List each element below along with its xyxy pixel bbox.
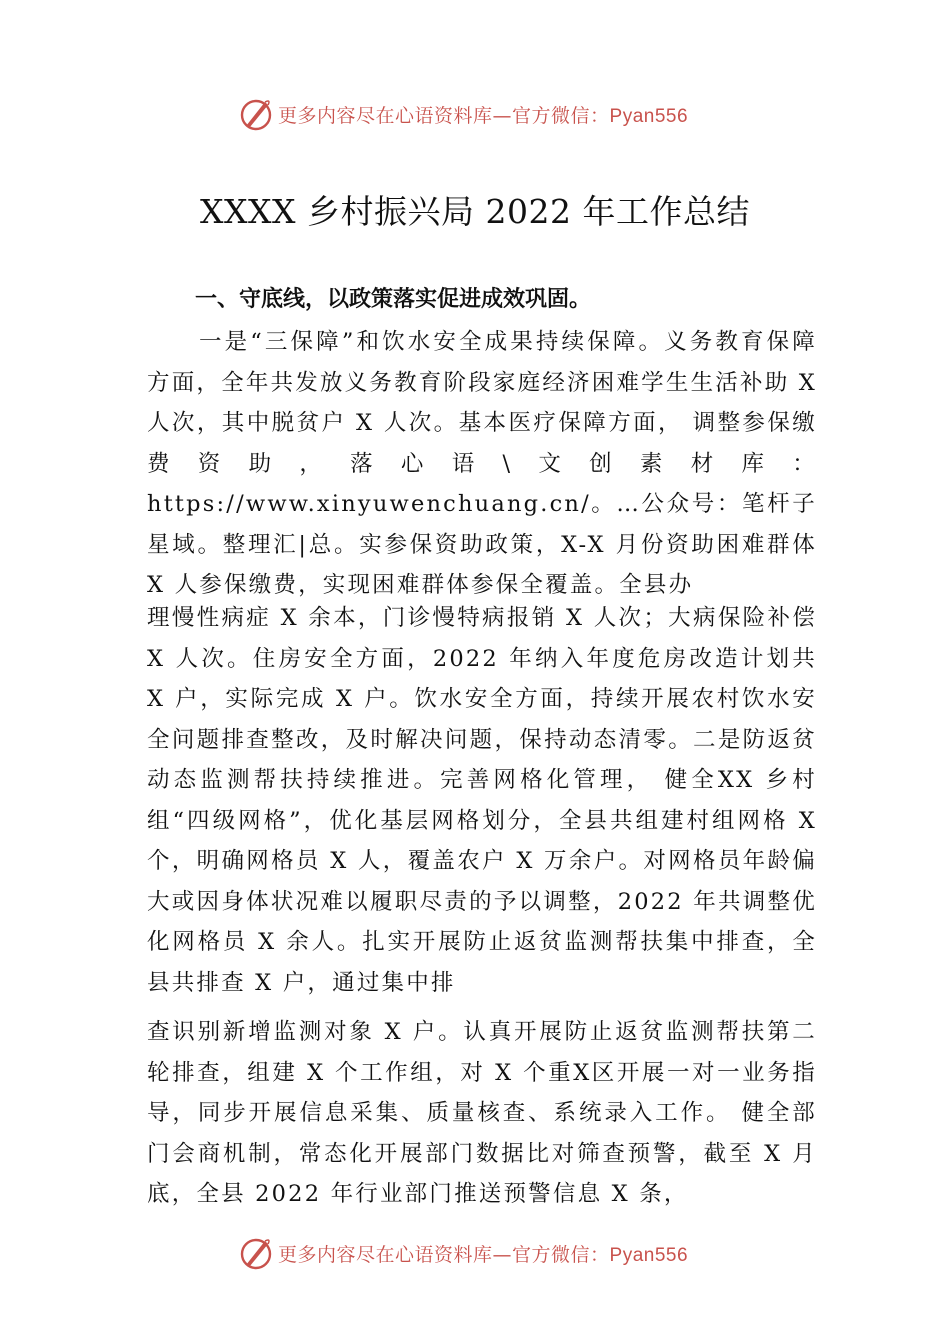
body-block-3 xyxy=(147,1012,817,1215)
footer-watermark xyxy=(238,1233,688,1273)
watermark-text: 更多内容尽在心语资料库—官方微信：Pyan556 xyxy=(278,104,689,127)
quill-logo-icon xyxy=(238,1235,274,1271)
header-watermark xyxy=(238,94,688,134)
body-block-1 xyxy=(147,322,817,606)
document-title: XXXX 乡村振兴局 2022 年工作总结 xyxy=(200,192,750,231)
section-heading: 一、守底线，以政策落实促进成效巩固。 xyxy=(195,287,592,312)
paragraph: 查识别新增监测对象 X 户。认真开展防止返贫监测帮扶第二轮排查，组建 X 个工作组，对 X 个重X区开展一对一业务指导，同步开展信息采集、质量核查、系统录入工作。 健全部门会商机制，常态化开展部门数据比对筛查预警，截至 X 月底，全县 2022 年行业部门推送预警信息 X 条， xyxy=(147,1019,817,1207)
paragraph: 理慢性病症 X 余本，门诊慢特病报销 X 人次；大病保险补偿 X 人次。住房安全方面，2022 年纳入年度危房改造计划共 X 户，实际完成 X 户。饮水安全方面，持续开展农村饮水安全问题排查整改，及时解决问题，保持动态清零。二是防返贫动态监测帮扶持续推进。完善网格化管理， 健全XX 乡村组“四级网格”，优化基层网格划分，全县共组建村组网格 X 个，明确网格员 X 人，覆盖农户 X 万余户。对网格员年龄偏大或因身体状况难以履职尽责的予以调整，2022 年共调整优化网格员 X 余人。扎实开展防止返贫监测帮扶集中排查，全县共排查 X 户，通过集中排 xyxy=(147,605,817,996)
watermark-text: 更多内容尽在心语资料库—官方微信：Pyan556 xyxy=(278,1243,689,1266)
body-block-2 xyxy=(147,598,817,1003)
quill-logo-icon xyxy=(238,96,274,132)
paragraph: 一是“三保障”和饮水安全成果持续保障。义务教育保障方面，全年共发放义务教育阶段家庭经济困难学生生活补助 X 人次，其中脱贫户 X 人次。基本医疗保障方面， 调整参保缴费资助，落心语\文创素材库：https://www.xinyuwenchuang.cn/。…公众号：笔杆子星域。整理汇|总。实参保资助政策，X-X 月份资助困难群体 X 人参保缴费，实现困难群体参保全覆盖。全县办 xyxy=(147,329,817,598)
